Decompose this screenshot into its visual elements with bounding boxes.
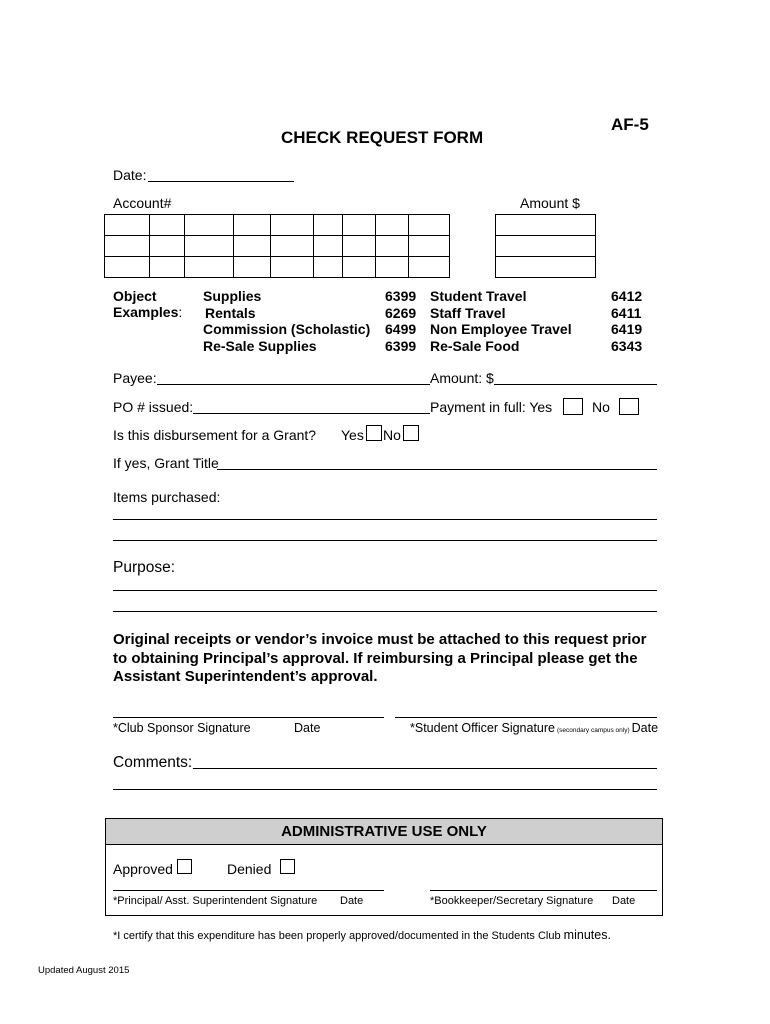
- object-code: 6412: [611, 288, 643, 304]
- certification-note: *I certify that this expenditure has been properly approved/documented in the Students Club minutes.: [113, 928, 611, 942]
- object-code: 6399: [385, 288, 417, 304]
- amount-label: Amount $: [520, 195, 580, 211]
- amount2-label: Amount: $: [430, 370, 494, 386]
- club-sponsor-date-label: Date: [294, 721, 321, 735]
- bookkeeper-signature-line[interactable]: [430, 890, 657, 891]
- purpose-field-line-2[interactable]: [113, 611, 657, 612]
- po-label: PO # issued:: [113, 399, 194, 415]
- amount-grid[interactable]: [495, 214, 596, 278]
- date-field[interactable]: [148, 181, 294, 182]
- payment-yes-checkbox[interactable]: [563, 398, 583, 415]
- denied-label: Denied: [227, 861, 272, 877]
- grant-question: Is this disbursement for a Grant?: [113, 427, 317, 443]
- object-list-left: [203, 288, 370, 354]
- object-label: Object: [113, 288, 157, 304]
- object-code: 6499: [385, 321, 417, 337]
- payment-no-label: No: [592, 399, 610, 415]
- purpose-label: Purpose:: [113, 559, 176, 576]
- bookkeeper-signature-label: *Bookkeeper/Secretary Signature: [430, 895, 594, 907]
- po-field[interactable]: [193, 413, 430, 414]
- payment-label: Payment in full: Yes: [430, 399, 553, 415]
- grant-yes-label: Yes: [341, 427, 364, 443]
- principal-signature-label: *Principal/ Asst. Superintendent Signature: [113, 895, 318, 907]
- object-name: Rentals: [205, 304, 256, 321]
- object-code: 6419: [611, 321, 643, 337]
- object-name: Supplies: [203, 288, 262, 304]
- payee-field[interactable]: [157, 384, 430, 385]
- form-title: CHECK REQUEST FORM: [281, 128, 484, 147]
- account-grid[interactable]: [104, 214, 450, 278]
- purpose-field-line-1[interactable]: [113, 590, 657, 591]
- grant-no-label: No: [383, 427, 401, 443]
- object-code: 6399: [385, 337, 417, 354]
- amount2-field[interactable]: [494, 384, 657, 385]
- approved-label: Approved: [113, 861, 173, 877]
- object-name: Commission (Scholastic): [203, 321, 371, 337]
- object-codes-right: [611, 288, 642, 354]
- updated-note: Updated August 2015: [38, 965, 130, 976]
- examples-label: Examples:: [113, 304, 183, 320]
- grant-title-field[interactable]: [217, 469, 657, 470]
- comments-label: Comments:: [113, 754, 193, 771]
- admin-title: ADMINISTRATIVE USE ONLY: [281, 823, 487, 840]
- object-name: Student Travel: [430, 288, 527, 304]
- receipt-notice: Original receipts or vendor’s invoice must be attached to this request prior to obtaining Principal’s approval. If reimbursing a Principal please get the Assistant Superintendent’s approval.: [113, 631, 647, 685]
- student-officer-signature-label: *Student Officer Signature (secondary campus only) Date: [410, 721, 659, 735]
- date-label: Date:: [113, 167, 147, 183]
- comments-field-line-1[interactable]: [193, 768, 657, 769]
- grant-no-checkbox[interactable]: [403, 425, 419, 441]
- club-sponsor-signature-label: *Club Sponsor Signature: [113, 721, 251, 735]
- object-code: 6411: [611, 304, 642, 321]
- object-codes-left: [385, 288, 416, 354]
- object-code: 6343: [611, 337, 643, 354]
- principal-signature-line[interactable]: [113, 890, 384, 891]
- principal-date-label: Date: [340, 895, 364, 907]
- grant-title-label: If yes, Grant Title: [113, 455, 219, 471]
- grant-yes-checkbox[interactable]: [366, 425, 382, 441]
- comments-field-line-2[interactable]: [113, 789, 657, 790]
- object-name: Staff Travel: [430, 304, 506, 321]
- object-name: Non Employee Travel: [430, 321, 572, 337]
- items-label: Items purchased:: [113, 489, 221, 505]
- club-sponsor-signature-line[interactable]: [113, 717, 384, 718]
- account-label: Account#: [113, 195, 172, 211]
- denied-checkbox[interactable]: [280, 859, 295, 874]
- payee-label: Payee:: [113, 370, 157, 386]
- items-field-line-1[interactable]: [113, 519, 657, 520]
- bookkeeper-date-label: Date: [612, 895, 636, 907]
- object-code: 6269: [385, 304, 417, 321]
- payment-no-checkbox[interactable]: [619, 398, 639, 415]
- form-code: AF-5: [611, 115, 649, 134]
- object-name: Re-Sale Food: [430, 337, 520, 354]
- approved-checkbox[interactable]: [177, 859, 192, 874]
- student-officer-signature-line[interactable]: [395, 717, 657, 718]
- object-name: Re-Sale Supplies: [203, 337, 317, 354]
- items-field-line-2[interactable]: [113, 540, 657, 541]
- admin-header: [106, 819, 662, 845]
- object-list-right: [430, 288, 572, 354]
